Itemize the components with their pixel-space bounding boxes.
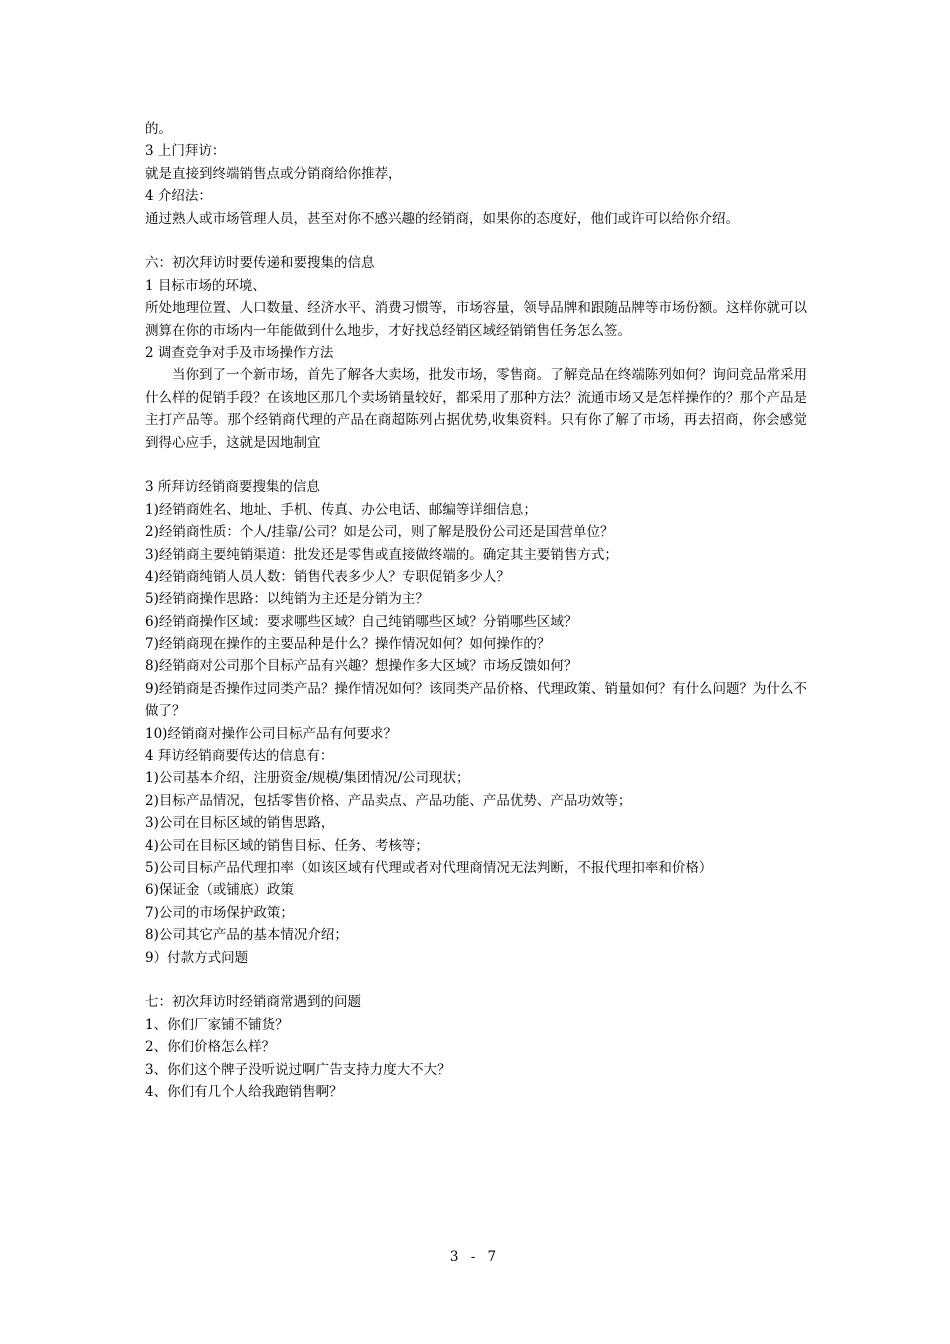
list-item: 7)经销商现在操作的主要品种是什么？操作情况如何？如何操作的？ (145, 636, 551, 653)
spacer (145, 230, 807, 252)
text-line: 就是直接到终端销售点或分销商给你推荐， (145, 165, 402, 182)
list-item: 2)经销商性质：个人/挂靠/公司？如是公司，则了解是股份公司还是国营单位？ (145, 524, 614, 541)
list-item: 4)公司在目标区域的销售目标、任务、考核等； (145, 837, 429, 854)
section-heading-6: 六：初次拜访时要传递和要搜集的信息 (145, 255, 375, 272)
list-item: 8)经销商对公司那个目标产品有兴趣？想操作多大区域？市场反馈如何？ (145, 658, 578, 675)
page-number: 3 - 7 (449, 1249, 501, 1265)
list-item: 2、你们价格怎么样？ (145, 1039, 276, 1056)
subheading: 4 介绍法： (145, 188, 212, 205)
list-item: 4)经销商纯销人员人数：销售代表多少人？专职促销多少人？ (145, 568, 510, 585)
list-item: 6)经销商操作区域：要求哪些区域？自己纯销哪些区域？分销哪些区域？ (145, 613, 578, 630)
list-item: 10)经销商对操作公司目标产品有何要求？ (145, 725, 397, 742)
list-item: 1、你们厂家铺不铺货？ (145, 1016, 289, 1033)
list-item: 5)公司目标产品代理扣率（如该区域有代理或者对代理商情况无法判断，不报代理扣率和价格） (145, 860, 713, 877)
subheading-convey-info: 4 拜访经销商要传达的信息有： (145, 748, 334, 765)
list-item: 9）付款方式问题 (145, 949, 249, 966)
subheading: 3 上门拜访： (145, 143, 226, 160)
list-item: 8)公司其它产品的基本情况介绍； (145, 927, 348, 944)
list-item: 9)经销商是否操作过同类产品？操作情况如何？该同类产品价格、代理政策、销量如何？有什么问题？为什么不做了？ (145, 680, 807, 720)
text-line: 通过熟人或市场管理人员，甚至对你不感兴趣的经销商，如果你的态度好，他们或许可以给你介绍。 (145, 210, 739, 227)
paragraph-competitors: 当你到了一个新市场，首先了解各大卖场，批发市场，零售商。了解竞品在终端陈列如何？询问竞品常采用什么样的促销手段？在该地区那几个卖场销量较好，都采用了那种方法？流通市场又是怎样操作的？那个产品是主打产品等。那个经销商代理的产品在商超陈列占据优势,收集资料。只有你了解了市场，再去招商，你会感觉到得心应手，这就是因地制宜 (145, 367, 807, 451)
list-item: 3)公司在目标区域的销售思路， (145, 815, 335, 832)
list-item: 3、你们这个牌子没听说过啊广告支持力度大不大？ (145, 1061, 451, 1078)
list-item: 4、你们有几个人给我跑销售啊？ (145, 1083, 343, 1100)
list-item: 1)公司基本介绍，注册资金/规模/集团情况/公司现状； (145, 770, 470, 787)
list-item: 3)经销商主要纯销渠道：批发还是零售或直接做终端的。确定其主要销售方式； (145, 546, 618, 563)
paragraph-target-market: 所处地理位置、人口数量、经济水平、消费习惯等，市场容量，领导品牌和跟随品牌等市场份额。这样你就可以测算在你的市场内一年能做到什么地步，才好找总经销区域经销销售任务怎么签。 (145, 300, 807, 339)
list-item: 6)保证金（或铺底）政策 (145, 882, 294, 899)
list-item: 2)目标产品情况，包括零售价格、产品卖点、产品功能、产品优势、产品功效等； (145, 792, 632, 809)
subheading-competitors: 2 调查竞争对手及市场操作方法 (145, 344, 334, 361)
list-item: 1)经销商姓名、地址、手机、传真、办公电话、邮编等详细信息； (145, 501, 537, 518)
subheading-dealer-info: 3 所拜访经销商要搜集的信息 (145, 479, 320, 496)
list-item: 5)经销商操作思路：以纯销为主还是分销为主？ (145, 591, 429, 608)
spacer (145, 969, 807, 991)
section-heading-7: 七：初次拜访时经销商常遇到的问题 (145, 994, 361, 1011)
document-body (145, 118, 807, 1103)
subheading-target-market: 1 目标市场的环境、 (145, 277, 266, 294)
text-line: 的。 (145, 121, 172, 137)
spacer (145, 454, 807, 476)
list-item: 7)公司的市场保护政策； (145, 904, 294, 921)
